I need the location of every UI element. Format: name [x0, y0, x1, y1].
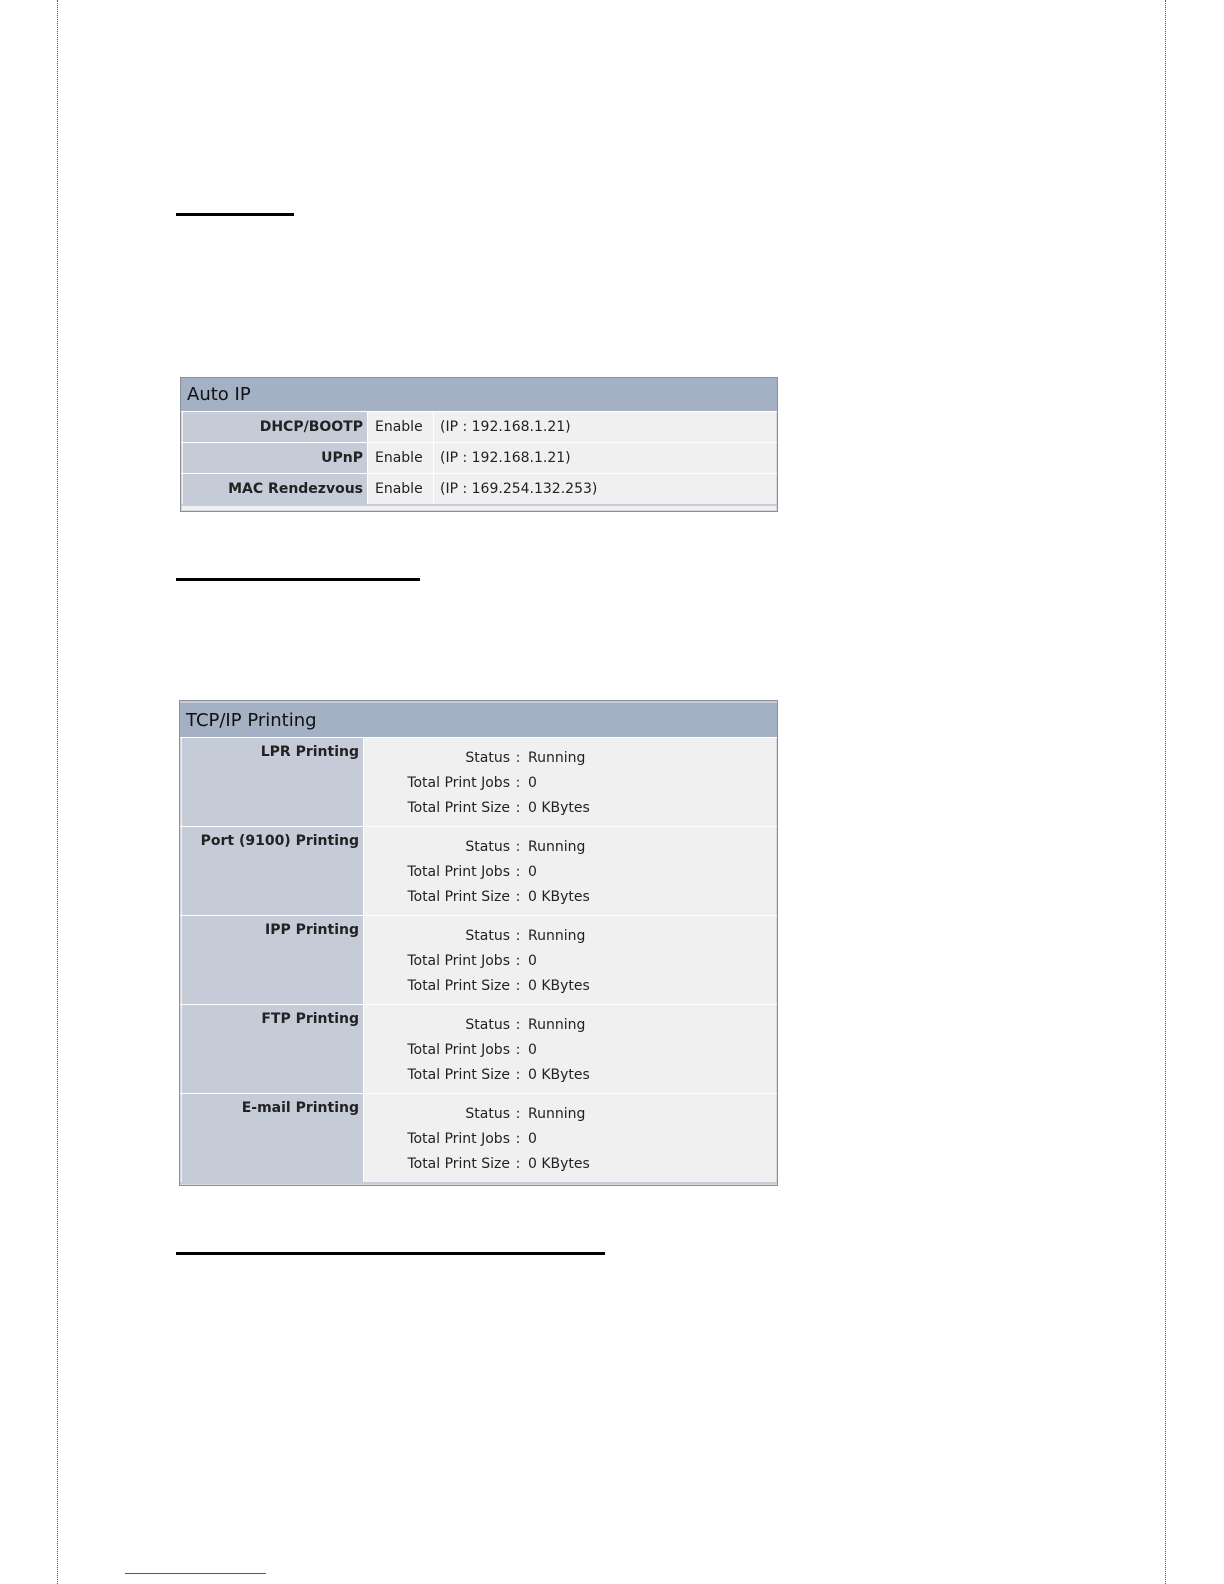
jobs-value: 0 [528, 1042, 537, 1058]
size-value: 0 KBytes [528, 1156, 590, 1172]
table-row [181, 412, 777, 443]
service-row-email [180, 1094, 777, 1184]
separator: : [515, 1067, 521, 1083]
jobs-label: Total Print Jobs [407, 864, 510, 880]
row-label: DHCP/BOOTP [183, 412, 368, 442]
table-row [181, 474, 777, 506]
status-value: Running [528, 750, 586, 766]
jobs-value: 0 [528, 953, 537, 969]
service-label: LPR Printing [182, 738, 364, 826]
separator: : [515, 775, 521, 791]
section-heading-underline-3 [176, 1252, 605, 1255]
section-heading-underline-2 [176, 578, 420, 581]
auto-ip-title: Auto IP [181, 378, 777, 412]
tcpip-printing-title: TCP/IP Printing [180, 701, 777, 738]
status-value: Running [528, 1106, 586, 1122]
service-stats [364, 738, 590, 826]
tcpip-printing-panel [179, 700, 778, 1186]
separator: : [515, 928, 521, 944]
size-label: Total Print Size [407, 978, 510, 994]
separator: : [515, 953, 521, 969]
jobs-label: Total Print Jobs [407, 1131, 510, 1147]
jobs-label: Total Print Jobs [407, 953, 510, 969]
service-row-ftp [180, 1005, 777, 1094]
jobs-value: 0 [528, 864, 537, 880]
jobs-label: Total Print Jobs [407, 775, 510, 791]
row-ip-address: (IP : 192.168.1.21) [440, 450, 571, 466]
service-stats [364, 1094, 590, 1182]
size-label: Total Print Size [407, 800, 510, 816]
row-state: Enable [368, 412, 434, 442]
table-row [181, 443, 777, 474]
row-state: Enable [368, 443, 434, 473]
row-state: Enable [368, 474, 434, 504]
service-stats [364, 1005, 590, 1093]
size-label: Total Print Size [407, 1067, 510, 1083]
status-label: Status [465, 750, 510, 766]
separator: : [515, 839, 521, 855]
right-margin-line [1165, 0, 1166, 1584]
row-ip-address: (IP : 169.254.132.253) [440, 481, 598, 497]
status-label: Status [465, 1106, 510, 1122]
jobs-label: Total Print Jobs [407, 1042, 510, 1058]
service-label: FTP Printing [182, 1005, 364, 1093]
section-heading-underline-1 [176, 213, 294, 216]
status-label: Status [465, 1017, 510, 1033]
size-value: 0 KBytes [528, 1067, 590, 1083]
separator: : [515, 1156, 521, 1172]
service-row-port-9100 [180, 827, 777, 916]
service-stats [364, 827, 590, 915]
separator: : [515, 978, 521, 994]
size-value: 0 KBytes [528, 800, 590, 816]
row-label: UPnP [183, 443, 368, 473]
separator: : [515, 864, 521, 880]
separator: : [515, 1042, 521, 1058]
size-label: Total Print Size [407, 889, 510, 905]
service-stats [364, 916, 590, 1004]
service-row-ipp [180, 916, 777, 1005]
separator: : [515, 800, 521, 816]
jobs-value: 0 [528, 1131, 537, 1147]
separator: : [515, 1017, 521, 1033]
left-margin-line [57, 0, 58, 1584]
size-value: 0 KBytes [528, 978, 590, 994]
jobs-value: 0 [528, 775, 537, 791]
separator: : [515, 1131, 521, 1147]
status-label: Status [465, 928, 510, 944]
separator: : [515, 1106, 521, 1122]
separator: : [515, 889, 521, 905]
status-value: Running [528, 1017, 586, 1033]
status-value: Running [528, 928, 586, 944]
status-value: Running [528, 839, 586, 855]
service-label: IPP Printing [182, 916, 364, 1004]
status-label: Status [465, 839, 510, 855]
row-label: MAC Rendezvous [183, 474, 368, 504]
row-ip-address: (IP : 192.168.1.21) [440, 419, 571, 435]
service-label: E-mail Printing [182, 1094, 364, 1182]
size-value: 0 KBytes [528, 889, 590, 905]
service-row-lpr [180, 738, 777, 827]
auto-ip-panel [180, 377, 778, 512]
separator: : [515, 750, 521, 766]
service-label: Port (9100) Printing [182, 827, 364, 915]
size-label: Total Print Size [407, 1156, 510, 1172]
footer-link-underline[interactable] [125, 1573, 266, 1574]
